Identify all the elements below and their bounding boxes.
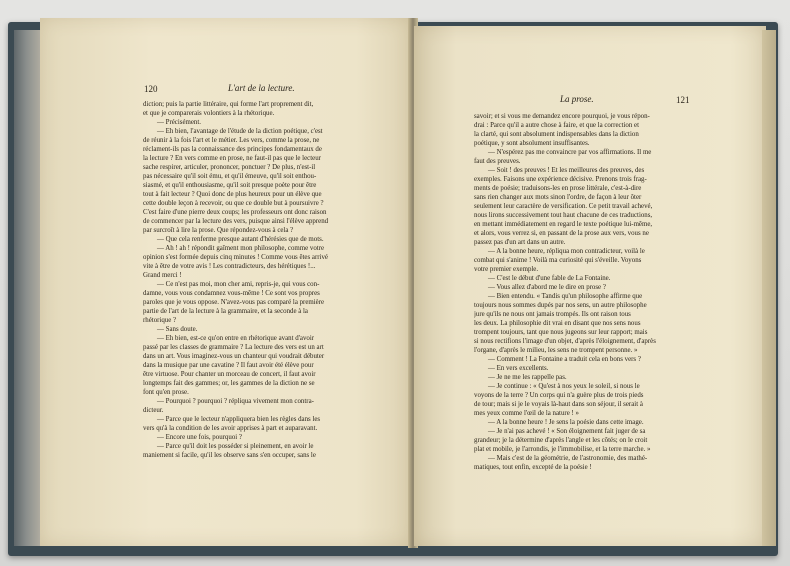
text-line: — Pourquoi ? pourquoi ? répliqua vivement mon contra- bbox=[157, 398, 314, 405]
text-line: de tour; mais si je le voyais là-haut dans son séjour, il serait à bbox=[474, 401, 643, 408]
text-line: — C'est le début d'une fable de La Fontaine. bbox=[488, 275, 611, 282]
text-line: grandeur; je la détermine d'après l'angle et les côtés; on le croit bbox=[474, 437, 648, 444]
text-line: dans un art. Vous imaginez-vous un chanteur qui voudrait débuter bbox=[143, 353, 325, 360]
text-line: — Comment ! La Fontaine a traduit cela en bons vers ? bbox=[488, 356, 641, 363]
text-line: faut des preuves. bbox=[474, 158, 521, 165]
text-line: nous lirons successivement tout haut chacune de ces traductions, bbox=[474, 212, 653, 219]
left-page bbox=[40, 18, 412, 546]
text-line: cette double leçon à recevoir, ou que ce double but à poursuivre ? bbox=[143, 200, 324, 207]
text-line: mes yeux comme l'œil de la nature ! » bbox=[474, 410, 579, 417]
text-line: combat qui s'anime ! Voilà ma curiosité qui s'éveille. Voyons bbox=[474, 257, 642, 264]
text-line: plat et mobile, je l'arrondis, je l'immobilise, et la terre marche. » bbox=[474, 446, 651, 453]
text-line: — Soit ! des preuves ! Et les meilleures des preuves, des bbox=[488, 167, 645, 174]
right-running-title: La prose. bbox=[560, 94, 594, 104]
text-line: — A la bonne heure ! Je sens la poésie dans cette image. bbox=[488, 419, 644, 426]
text-line: passé par les classes de grammaire ? La lecture des vers est un art bbox=[143, 344, 324, 351]
left-page-body bbox=[143, 100, 401, 460]
text-line: — Je ne me les rappelle pas. bbox=[488, 374, 567, 381]
text-line: toujours nous sommes dupés par nos sens, un autre philosophe bbox=[474, 302, 647, 309]
text-line: — Encore une fois, pourquoi ? bbox=[157, 434, 242, 441]
text-line: — Parce que le lecteur n'appliquera bien les règles dans les bbox=[157, 416, 321, 423]
text-line: — Précisément. bbox=[157, 119, 202, 126]
text-line: — En vers excellents. bbox=[488, 365, 549, 372]
text-line: paroles que je vous oppose. N'avez-vous pas comparé la première bbox=[143, 299, 325, 306]
text-line: — Sans doute. bbox=[157, 326, 198, 333]
text-line: sache respirer, articuler, prononcer, ponctuer ? De plus, n'est-il bbox=[143, 164, 316, 171]
text-line: — Parce qu'il doit les posséder si pleinement, en avoir le bbox=[157, 443, 314, 450]
text-line: Grand merci ! bbox=[143, 272, 182, 279]
text-line: dicteur. bbox=[143, 407, 164, 414]
text-line: être virtuose. Pour chanter un morceau de concert, il faut avoir bbox=[143, 371, 316, 378]
text-line: rhétorique ? bbox=[143, 317, 177, 324]
text-line: diction; puis la partie littéraire, qui forme l'art proprement dit, bbox=[143, 101, 314, 108]
text-line: — Mais c'est de la géométrie, de l'astronomie, des mathé- bbox=[488, 455, 648, 462]
text-line: dans la musique par une cavatine ? Il faut avoir été élève pour bbox=[143, 362, 314, 369]
text-line: poétique, y sont absolument insuffisantes. bbox=[474, 140, 590, 147]
text-line: vers qu'à la condition de les avoir apprises à part et auparavant. bbox=[143, 425, 318, 432]
text-line: — Que cela renferme presque autant d'hérésies que de mots. bbox=[157, 236, 324, 243]
text-line: la lecture ? En vers comme en prose, ne faut-il pas que le lecteur bbox=[143, 155, 321, 162]
text-line: votre premier exemple. bbox=[474, 266, 539, 273]
text-line: voyons de la terre ? Un corps qui n'a guère plus de trois pieds bbox=[474, 392, 644, 399]
text-line: — Bien entendu. « Tandis qu'un philosophe affirme que bbox=[488, 293, 643, 300]
text-line: et alors, vous verrez si, en passant de la prose aux vers, vous ne bbox=[474, 230, 649, 237]
text-line: tout à fait lecteur ? Quoi donc de plus heureux pour un élève que bbox=[143, 191, 322, 198]
text-line: opinion s'est formée depuis cinq minutes ! Comme vous êtes arrivé bbox=[143, 254, 328, 261]
text-line: — Ah ! ah ! répondit gaîment mon philosophe, comme votre bbox=[157, 245, 325, 252]
text-line: longtemps fait des gammes; or, les gammes de la diction ne se bbox=[143, 380, 315, 387]
text-line: les deux. La philosophie dit vrai en disant que nos sens nous bbox=[474, 320, 641, 327]
right-page bbox=[414, 26, 766, 546]
text-line: savoir; et si vous me demandez encore pourquoi, je vous répon- bbox=[474, 113, 650, 120]
text-line: font qu'en prose. bbox=[143, 389, 189, 396]
left-running-title: L'art de la lecture. bbox=[228, 83, 295, 93]
text-line: vite à être de votre avis ! Les contradicteurs, des hérétiques !... bbox=[143, 263, 316, 270]
text-line: de commencer par la lecture des vers, puisque ainsi l'élève apprend bbox=[143, 218, 329, 225]
text-line: ments de poésie; traduisons-les en prose littérale, c'est-à-dire bbox=[474, 185, 642, 192]
text-line: drai : Parce qu'il a autre chose à faire, et que la correction et bbox=[474, 122, 640, 129]
text-line: matiques, tout enfin, excepté de la poésie ! bbox=[474, 464, 592, 471]
text-line: en mettant immédiatement en regard le texte poétique lui-même, bbox=[474, 221, 653, 228]
text-line: siasmé, et qu'il enthousiasme, qu'il soit presque poète pour être bbox=[143, 182, 317, 189]
text-line: jure qu'ils ne nous ont jamais trompés. Ils ont raison tous bbox=[474, 311, 631, 318]
text-line: — Je n'ai pas achevé ! « Son éloignement fait juger de sa bbox=[488, 428, 646, 435]
text-line: — Je continue : « Qu'est à nos yeux le soleil, si nous le bbox=[488, 383, 640, 390]
text-line: exemples. Faisons une expérience décisive. Prenons trois frag- bbox=[474, 176, 647, 183]
left-page-number: 120 bbox=[144, 84, 158, 94]
text-line: — Vous allez d'abord me le dire en prose ? bbox=[488, 284, 606, 291]
text-line: partie de l'art de la lecture à la grammaire, et la seconde à la bbox=[143, 308, 308, 315]
text-line: et que je comparerais volontiers à la rhétorique. bbox=[143, 110, 275, 117]
text-line: — A la bonne heure, répliqua mon contradicteur, voilà le bbox=[488, 248, 645, 255]
text-line: damne, vous vous condamnez vous-même ! Ce sont vos propres bbox=[143, 290, 320, 297]
right-page-number: 121 bbox=[676, 95, 690, 105]
text-line: trompent toujours, tant que nous jugeons sur leur rapport; mais bbox=[474, 329, 648, 336]
text-line: pas nécessaire qu'il soit ému, et qu'il émeuve, qu'il soit enthou- bbox=[143, 173, 317, 180]
text-line: — Eh bien, l'avantage de l'étude de la diction poétique, c'est bbox=[157, 128, 323, 135]
text-line: C'est faire d'une pierre deux coups; les professeurs ont donc raison bbox=[143, 209, 327, 216]
text-line: sans rien changer aux mots sinon l'ordre, de façon à leur ôter bbox=[474, 194, 642, 201]
text-line: réclament-ils pas la connaissance des principes fondamentaux de bbox=[143, 146, 322, 153]
text-line: — N'espérez pas me convaincre par vos affirmations. Il me bbox=[488, 149, 652, 156]
text-line: la clarté, qui sont absolument indispensables dans la diction bbox=[474, 131, 639, 138]
book-edge-right bbox=[762, 30, 776, 546]
text-line: de réunir à la fois l'art et le métier. Les vers, comme la prose, ne bbox=[143, 137, 320, 144]
text-line: si nous rectifions l'image d'un objet, d'après l'éloignement, d'après bbox=[474, 338, 656, 345]
text-line: seulement leur caractère de versification. Ce petit travail achevé, bbox=[474, 203, 653, 210]
text-line: — Eh bien, est-ce qu'on entre en rhétorique avant d'avoir bbox=[157, 335, 315, 342]
text-line: — Ce n'est pas moi, mon cher ami, repris-je, qui vous con- bbox=[157, 281, 320, 288]
text-line: maniement si facile, qu'il les observe sans s'en occuper, sans le bbox=[143, 452, 316, 459]
text-line: par surcroît à lire la prose. Que répondez-vous à cela ? bbox=[143, 227, 294, 234]
right-page-body bbox=[474, 112, 722, 472]
text-line: l'organe, d'après le milieu, les sens ne trompent personne. » bbox=[474, 347, 638, 354]
text-line: passez pas d'un art dans un autre. bbox=[474, 239, 566, 246]
